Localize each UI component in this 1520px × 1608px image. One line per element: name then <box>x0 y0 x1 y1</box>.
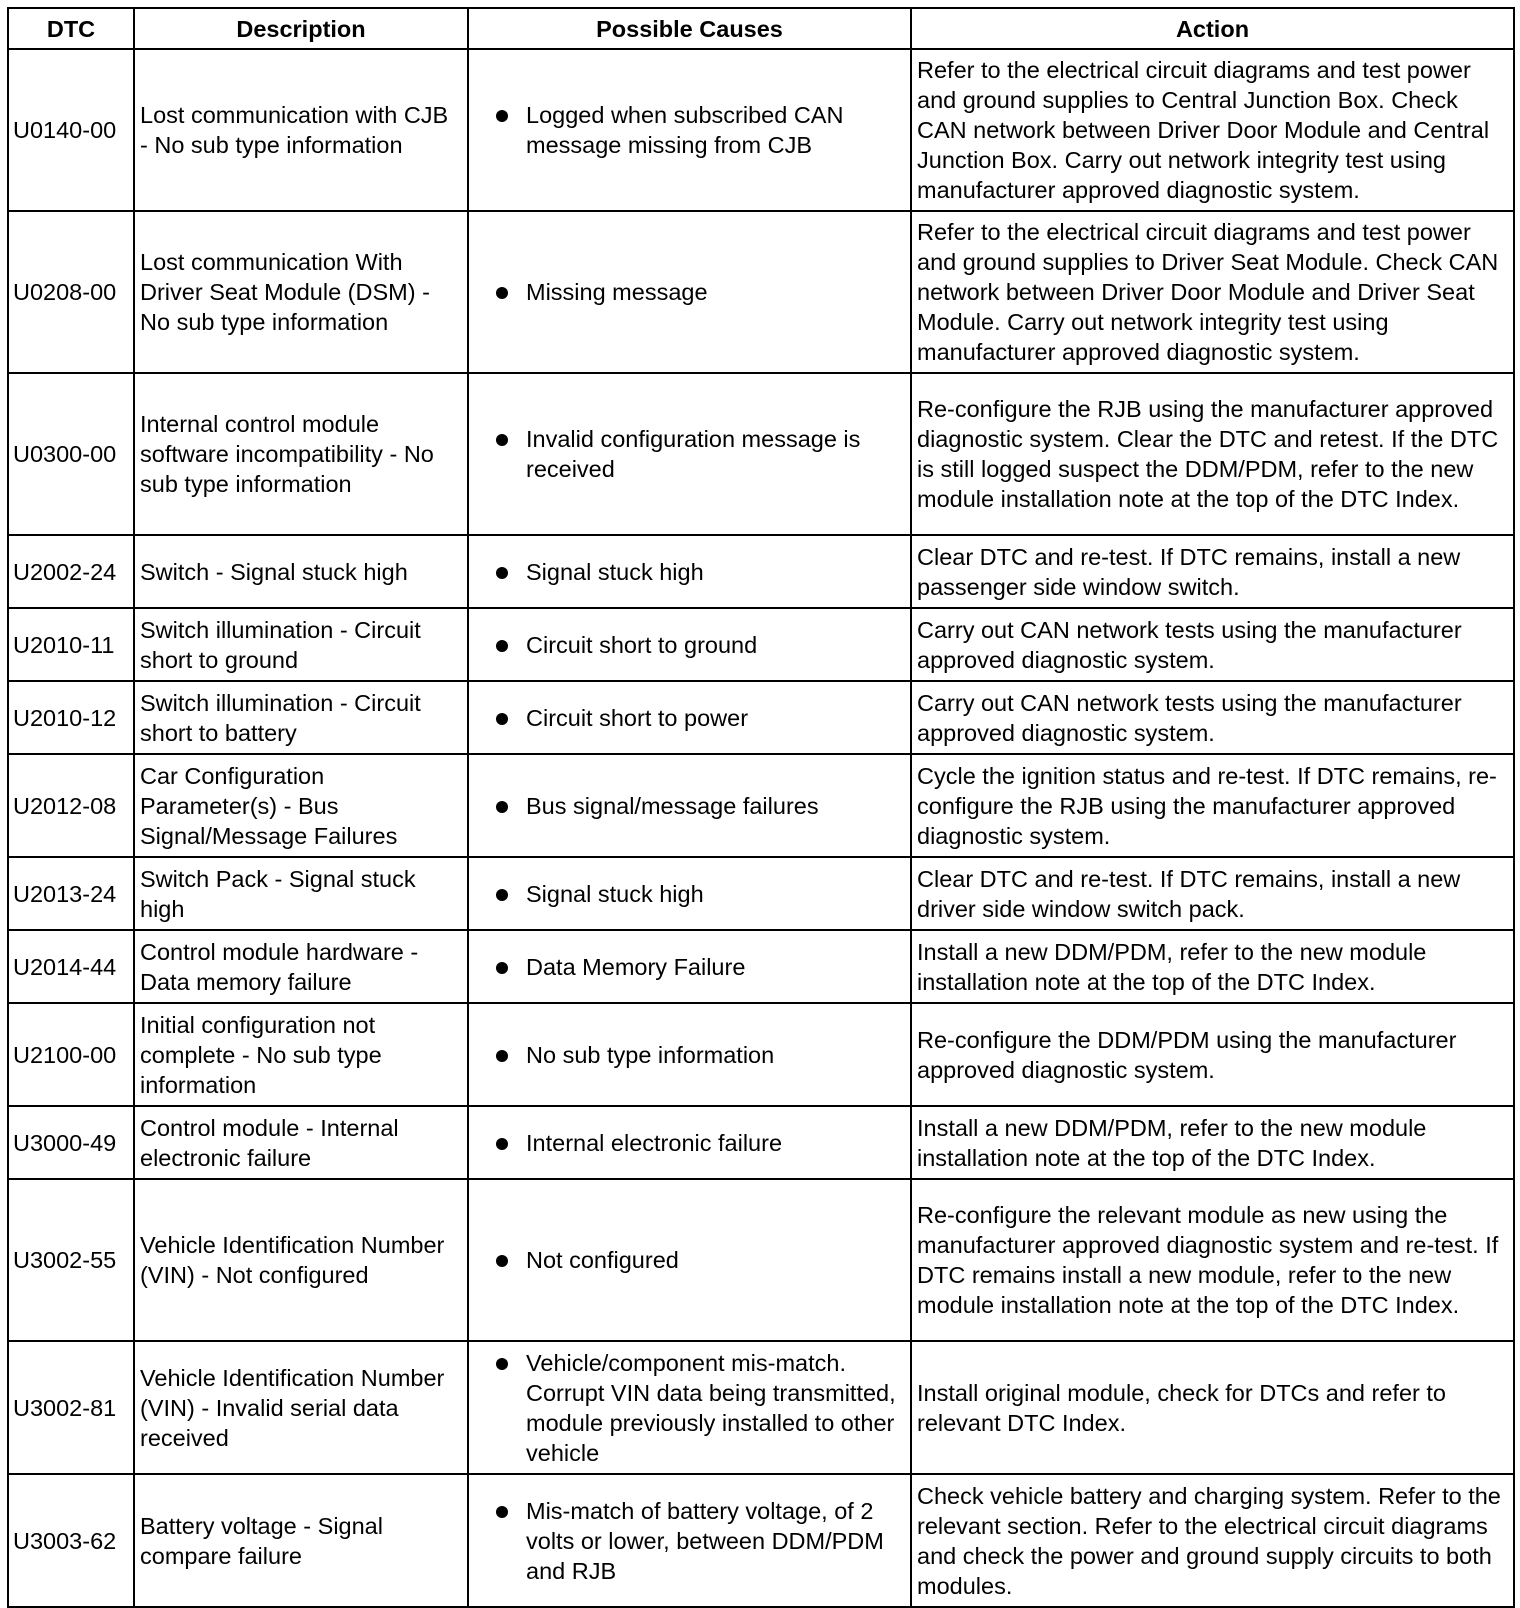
possible-cause: Logged when subscribed CAN message missing from CJB <box>526 102 844 158</box>
table-row <box>8 1179 1514 1341</box>
possible-causes-cell <box>468 681 911 754</box>
possible-cause: Invalid configuration message is received <box>526 426 861 482</box>
possible-cause: Signal stuck high <box>526 880 704 907</box>
table-row <box>8 1003 1514 1106</box>
dtc-code: U2010-12 <box>8 681 134 754</box>
dtc-description: Vehicle Identification Number (VIN) - Not configured <box>134 1179 468 1341</box>
dtc-code: U0208-00 <box>8 211 134 373</box>
possible-cause: Missing message <box>526 279 708 305</box>
dtc-action: Refer to the electrical circuit diagrams and test power and ground supplies to Central Junction Box. Check CAN network between Driver Door Module and Central Junction Box. Carry out network integrity test using manufacturer approved diagnostic system. <box>911 49 1514 211</box>
dtc-description: Lost communication with CJB - No sub type information <box>134 49 468 211</box>
dtc-description: Vehicle Identification Number (VIN) - Invalid serial data received <box>134 1341 468 1474</box>
table-row <box>8 930 1514 1003</box>
bullet-icon <box>492 879 526 909</box>
dtc-action: Check vehicle battery and charging system. Refer to the relevant section. Refer to the electrical circuit diagrams and check the power and ground supply circuits to both modules. <box>911 1474 1514 1607</box>
bullet-icon <box>492 424 526 454</box>
dtc-description: Car Configuration Parameter(s) - Bus Signal/Message Failures <box>134 754 468 857</box>
possible-cause: Data Memory Failure <box>526 953 746 980</box>
dtc-action: Re-configure the RJB using the manufacturer approved diagnostic system. Clear the DTC and retest. If the DTC is still logged suspect the DDM/PDM, refer to the new module installation note at the top of the DTC Index. <box>911 373 1514 535</box>
possible-causes-cell <box>468 373 911 535</box>
dtc-description: Switch Pack - Signal stuck high <box>134 857 468 930</box>
table-row <box>8 857 1514 930</box>
possible-cause: Vehicle/component mis-match. Corrupt VIN data being transmitted, module previously installed to other vehicle <box>526 1349 896 1466</box>
dtc-action: Re-configure the relevant module as new using the manufacturer approved diagnostic system and re-test. If DTC remains install a new module, refer to the new module installation note at the top of the DTC Index. <box>911 1179 1514 1341</box>
dtc-code: U2010-11 <box>8 608 134 681</box>
dtc-action: Install a new DDM/PDM, refer to the new module installation note at the top of the DTC Index. <box>911 1106 1514 1179</box>
possible-cause: Internal electronic failure <box>526 1129 783 1156</box>
table-row <box>8 608 1514 681</box>
dtc-description: Internal control module software incompatibility - No sub type information <box>134 373 468 535</box>
bullet-icon <box>492 952 526 982</box>
dtc-action: Clear DTC and re-test. If DTC remains, install a new passenger side window switch. <box>911 535 1514 608</box>
dtc-action: Install a new DDM/PDM, refer to the new module installation note at the top of the DTC Index. <box>911 930 1514 1003</box>
header-dtc: DTC <box>8 8 134 49</box>
possible-causes-cell <box>468 49 911 211</box>
possible-cause: Signal stuck high <box>526 558 704 585</box>
table-row <box>8 211 1514 373</box>
dtc-code: U2013-24 <box>8 857 134 930</box>
bullet-icon <box>492 1348 526 1378</box>
dtc-description: Lost communication With Driver Seat Module (DSM) - No sub type information <box>134 211 468 373</box>
dtc-code: U2012-08 <box>8 754 134 857</box>
table-row <box>8 1474 1514 1607</box>
table-row <box>8 754 1514 857</box>
bullet-icon <box>492 277 526 307</box>
possible-cause: Not configured <box>526 1247 679 1273</box>
bullet-icon <box>492 100 526 130</box>
bullet-icon <box>492 791 526 821</box>
dtc-description: Switch illumination - Circuit short to battery <box>134 681 468 754</box>
possible-cause: Bus signal/message failures <box>526 792 819 819</box>
possible-causes-cell <box>468 754 911 857</box>
header-action: Action <box>911 8 1514 49</box>
dtc-code: U2014-44 <box>8 930 134 1003</box>
possible-causes-cell <box>468 608 911 681</box>
dtc-code: U2100-00 <box>8 1003 134 1106</box>
dtc-code: U3003-62 <box>8 1474 134 1607</box>
bullet-icon <box>492 703 526 733</box>
possible-causes-cell <box>468 1106 911 1179</box>
dtc-code: U0140-00 <box>8 49 134 211</box>
dtc-description: Battery voltage - Signal compare failure <box>134 1474 468 1607</box>
possible-causes-cell <box>468 1179 911 1341</box>
header-row <box>8 8 1514 49</box>
possible-causes-cell <box>468 211 911 373</box>
dtc-description: Control module - Internal electronic failure <box>134 1106 468 1179</box>
possible-causes-cell <box>468 1474 911 1607</box>
dtc-code: U2002-24 <box>8 535 134 608</box>
dtc-code: U3000-49 <box>8 1106 134 1179</box>
possible-causes-cell <box>468 1341 911 1474</box>
possible-causes-cell <box>468 930 911 1003</box>
possible-cause: No sub type information <box>526 1041 775 1068</box>
table-row <box>8 373 1514 535</box>
bullet-icon <box>492 1496 526 1526</box>
table-row <box>8 1341 1514 1474</box>
dtc-action: Install original module, check for DTCs and refer to relevant DTC Index. <box>911 1341 1514 1474</box>
dtc-table <box>7 7 1515 1608</box>
dtc-action: Carry out CAN network tests using the manufacturer approved diagnostic system. <box>911 608 1514 681</box>
possible-causes-cell <box>468 1003 911 1106</box>
possible-cause: Circuit short to ground <box>526 631 758 658</box>
dtc-code: U3002-55 <box>8 1179 134 1341</box>
bullet-icon <box>492 1040 526 1070</box>
dtc-description: Control module hardware - Data memory failure <box>134 930 468 1003</box>
table-row <box>8 1106 1514 1179</box>
possible-causes-cell <box>468 535 911 608</box>
dtc-action: Cycle the ignition status and re-test. If DTC remains, re-configure the RJB using the manufacturer approved diagnostic system. <box>911 754 1514 857</box>
possible-cause: Circuit short to power <box>526 704 749 731</box>
dtc-code: U3002-81 <box>8 1341 134 1474</box>
bullet-icon <box>492 557 526 587</box>
dtc-action: Clear DTC and re-test. If DTC remains, install a new driver side window switch pack. <box>911 857 1514 930</box>
dtc-code: U0300-00 <box>8 373 134 535</box>
dtc-description: Switch illumination - Circuit short to ground <box>134 608 468 681</box>
header-possible-causes: Possible Causes <box>468 8 911 49</box>
dtc-description: Initial configuration not complete - No sub type information <box>134 1003 468 1106</box>
dtc-action: Refer to the electrical circuit diagrams and test power and ground supplies to Driver Seat Module. Check CAN network between Driver Door Module and Driver Seat Module. Carry out network integrity test using manufacturer approved diagnostic system. <box>911 211 1514 373</box>
table-row <box>8 49 1514 211</box>
possible-causes-cell <box>468 857 911 930</box>
table-row <box>8 535 1514 608</box>
bullet-icon <box>492 630 526 660</box>
possible-cause: Mis-match of battery voltage, of 2 volts or lower, between DDM/PDM and RJB <box>526 1497 884 1584</box>
dtc-description: Switch - Signal stuck high <box>134 535 468 608</box>
bullet-icon <box>492 1128 526 1158</box>
bullet-icon <box>492 1245 526 1275</box>
dtc-action: Re-configure the DDM/PDM using the manufacturer approved diagnostic system. <box>911 1003 1514 1106</box>
dtc-action: Carry out CAN network tests using the manufacturer approved diagnostic system. <box>911 681 1514 754</box>
table-row <box>8 681 1514 754</box>
header-description: Description <box>134 8 468 49</box>
